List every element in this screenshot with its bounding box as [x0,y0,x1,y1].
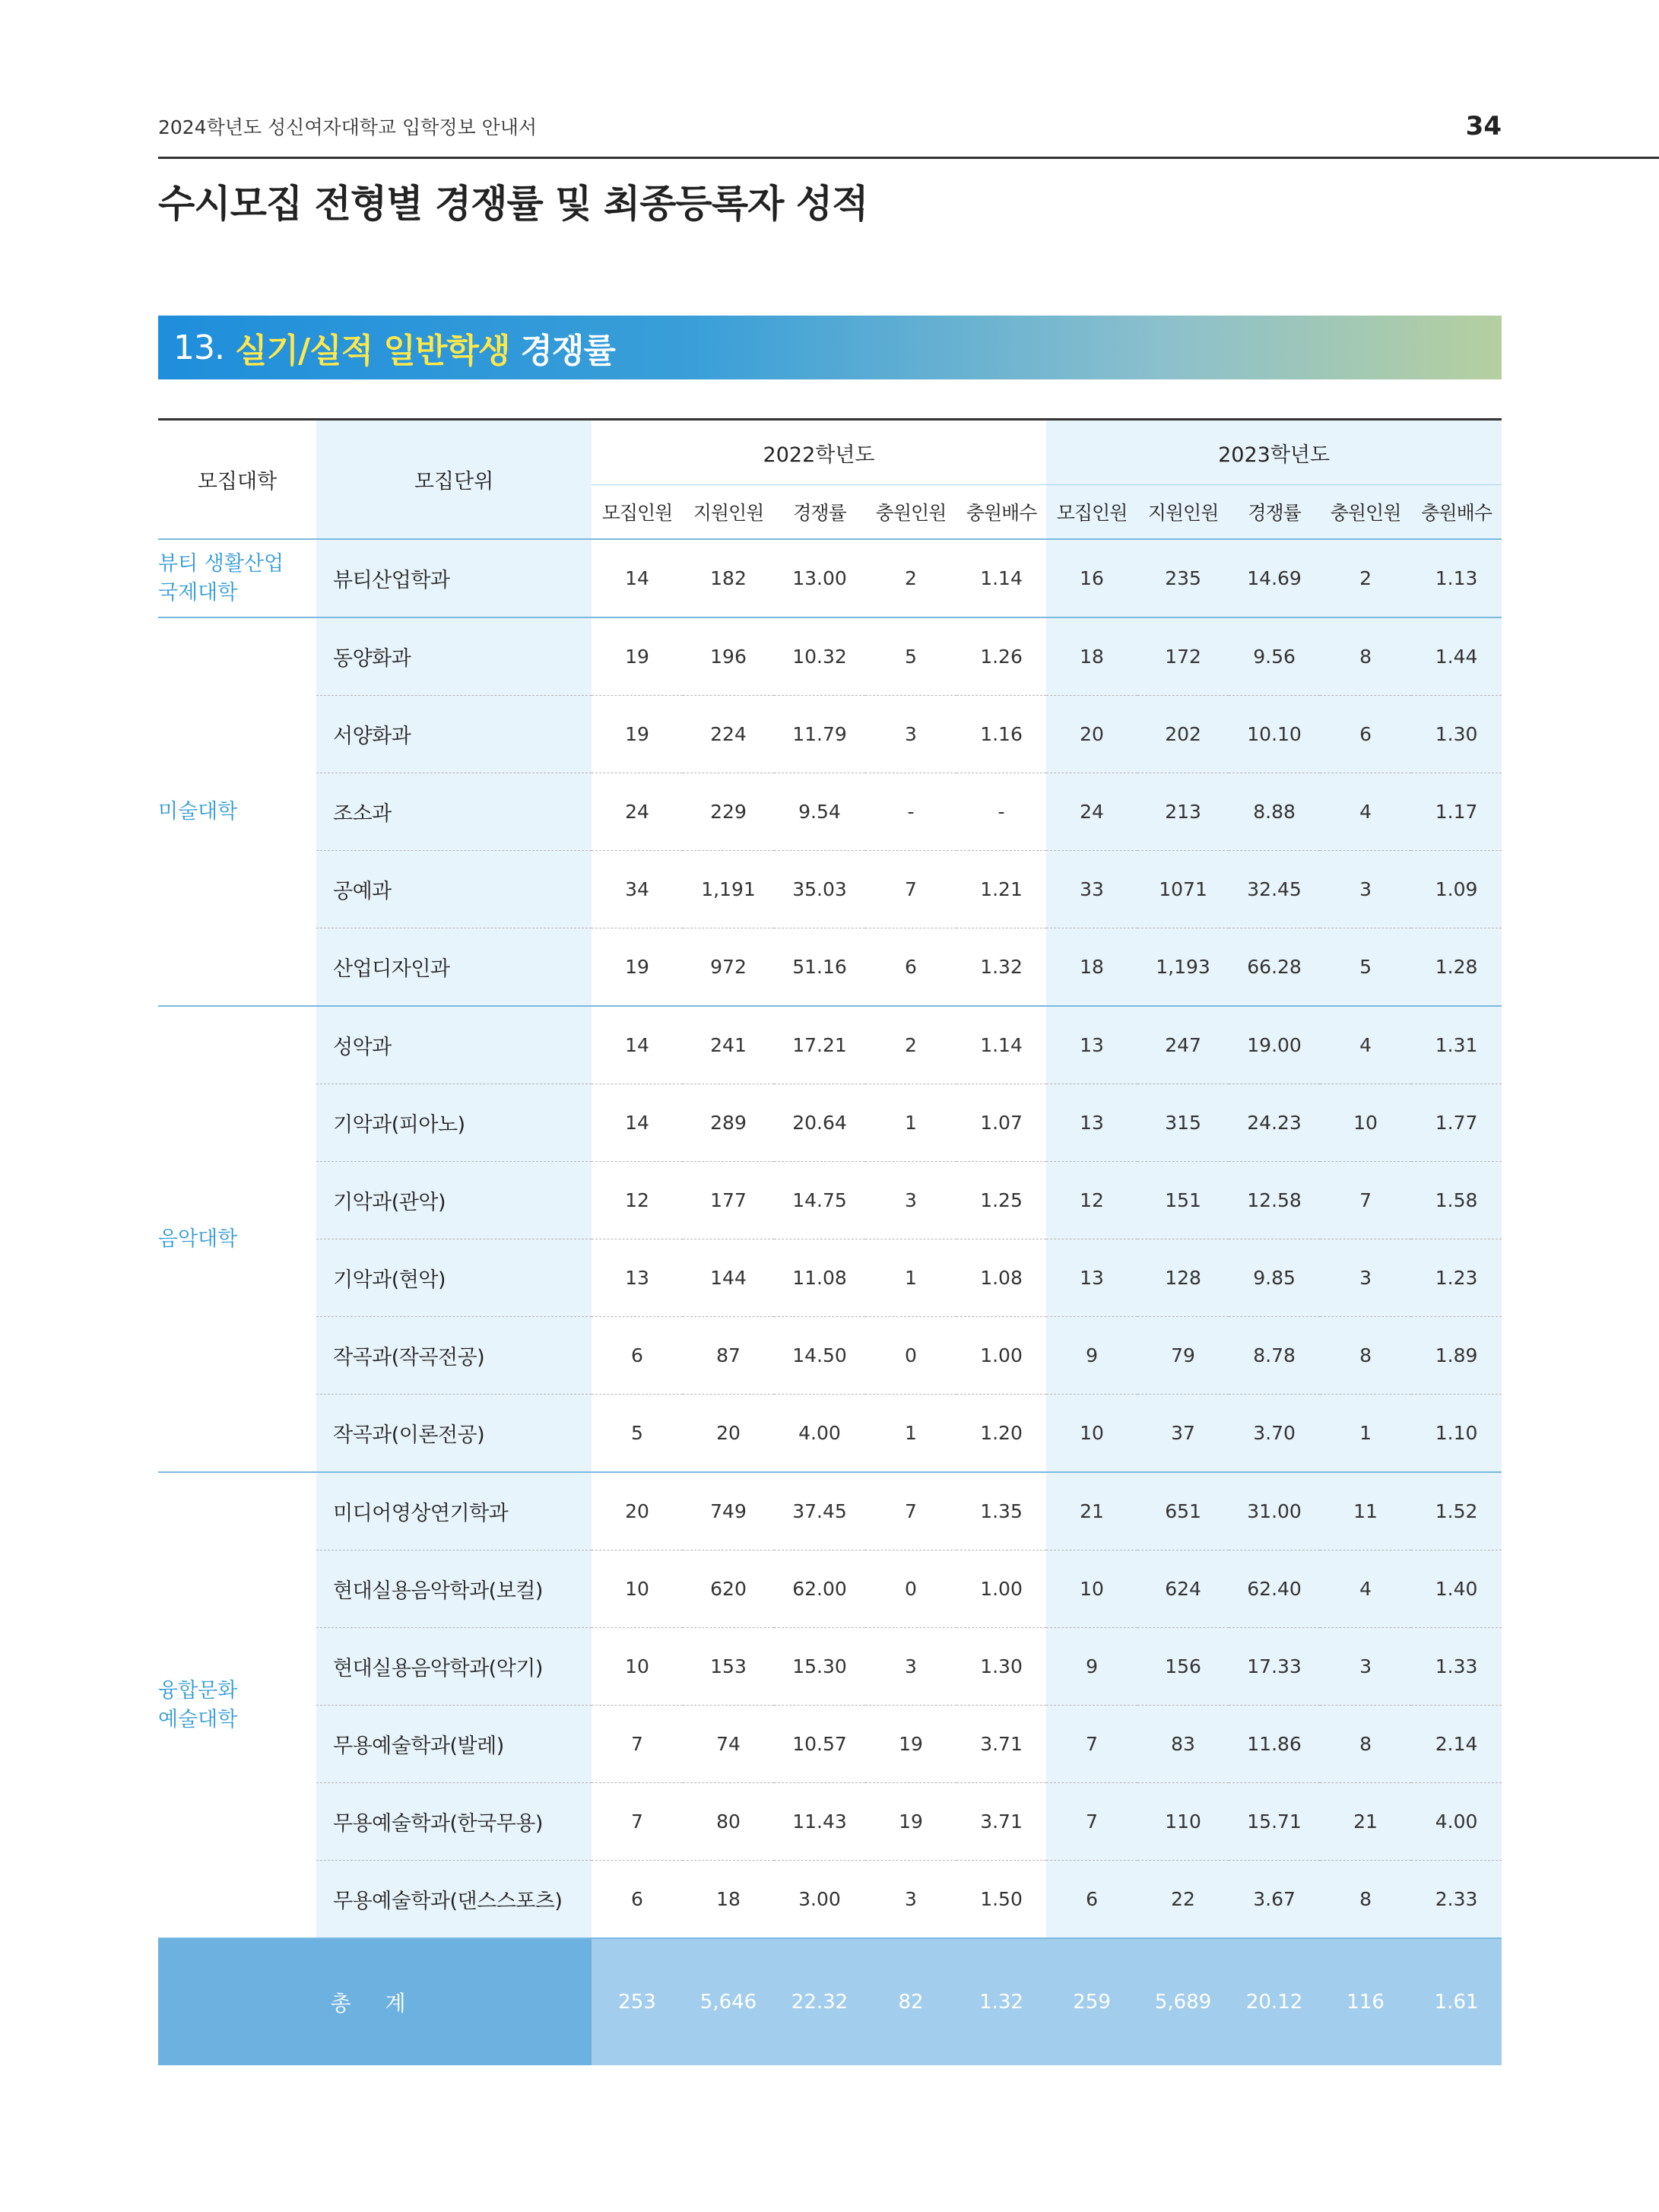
table-row [158,1861,1502,1939]
total-2022-cell: 1.32 [956,1938,1046,2065]
header-college: 모집대학 [158,420,316,540]
value-2022-cell: 51.16 [774,928,865,1007]
table-row [158,696,1502,773]
unit-name: 산업디자인과 [316,928,592,1007]
value-2022-cell: 13.00 [774,539,865,617]
value-2023-cell: 1071 [1137,851,1229,928]
value-2023-cell: 3 [1320,1239,1411,1317]
value-2022-cell: 7 [592,1783,683,1861]
value-2023-cell: 8.88 [1229,773,1320,851]
value-2022-cell: 19 [865,1706,956,1783]
value-2022-cell: 19 [865,1783,956,1861]
value-2022-cell: 18 [683,1861,774,1939]
unit-name: 작곡과(이론전공) [316,1395,592,1473]
value-2022-cell: 11.08 [774,1239,865,1317]
value-2023-cell: 2.14 [1411,1706,1502,1783]
value-2023-cell: 13 [1046,1084,1137,1162]
value-2023-cell: 4 [1320,1006,1411,1084]
college-name-cell [158,617,316,1006]
value-2022-cell: 62.00 [774,1550,865,1628]
value-2023-cell: 3.70 [1229,1395,1320,1473]
total-2022-cell: 253 [592,1938,683,2065]
college-name: 융합문화 [158,1678,238,1703]
value-2022-cell: 13 [592,1239,683,1317]
value-2023-cell: 24 [1046,773,1137,851]
value-2022-cell: 9.54 [774,773,865,851]
value-2022-cell: 5 [592,1395,683,1473]
value-2022-cell: 7 [865,1472,956,1550]
value-2023-cell: 6 [1320,696,1411,773]
unit-name: 무용예술학과(댄스스포츠) [316,1861,592,1939]
value-2022-cell: 14 [592,1084,683,1162]
value-2022-cell: 87 [683,1317,774,1395]
total-row [158,1938,1502,2065]
value-2022-cell: 5 [865,617,956,696]
value-2023-cell: 315 [1137,1084,1229,1162]
value-2022-cell: 0 [865,1550,956,1628]
value-2023-cell: 4.00 [1411,1783,1502,1861]
value-2022-cell: 1.00 [956,1317,1046,1395]
value-2023-cell: 4 [1320,773,1411,851]
section-title-highlight: 실기/실적 일반학생 [234,332,510,370]
value-2022-cell: 1.21 [956,851,1046,928]
total-2022-cell: 82 [865,1938,956,2065]
value-2023-cell: 8.78 [1229,1317,1320,1395]
value-2023-cell: 1.52 [1411,1472,1502,1550]
value-2023-cell: 1.89 [1411,1317,1502,1395]
unit-name: 조소과 [316,773,592,851]
value-2022-cell: 14.75 [774,1162,865,1239]
value-2022-cell: 7 [865,851,956,928]
value-2023-cell: 79 [1137,1317,1229,1395]
total-2022-cell: 22.32 [774,1938,865,2065]
value-2023-cell: 1 [1320,1395,1411,1473]
value-2023-cell: 14.69 [1229,539,1320,617]
value-2023-cell: 2 [1320,539,1411,617]
table-row [158,1317,1502,1395]
unit-name: 현대실용음악학과(보컬) [316,1550,592,1628]
college-name: 음악대학 [158,1227,238,1251]
value-2023-cell: 15.71 [1229,1783,1320,1861]
value-2023-cell: 18 [1046,617,1137,696]
unit-name: 기악과(현악) [316,1239,592,1317]
value-2023-cell: 37 [1137,1395,1229,1473]
header-year-2023: 2023학년도 [1046,420,1502,485]
value-2023-cell: 10 [1046,1395,1137,1473]
value-2023-cell: 62.40 [1229,1550,1320,1628]
value-2023-cell: 1.44 [1411,617,1502,696]
value-2022-cell: 35.03 [774,851,865,928]
value-2022-cell: 3 [865,696,956,773]
value-2023-cell: 12 [1046,1162,1137,1239]
value-2023-cell: 8 [1320,1706,1411,1783]
page-title: 수시모집 전형별 경쟁률 및 최종등록자 성적 [158,182,868,226]
value-2022-cell: 17.21 [774,1006,865,1084]
value-2022-cell: 34 [592,851,683,928]
value-2022-cell: 3.00 [774,1861,865,1939]
value-2023-cell: 9 [1046,1317,1137,1395]
value-2022-cell: 1.07 [956,1084,1046,1162]
value-2023-cell: 1,193 [1137,928,1229,1007]
value-2023-cell: 9.56 [1229,617,1320,696]
page-number: 34 [1465,111,1502,141]
table-row [158,617,1502,696]
value-2022-cell: 1.14 [956,1006,1046,1084]
college-name-cell [158,1472,316,1938]
value-2022-cell: 289 [683,1084,774,1162]
value-2022-cell: 14.50 [774,1317,865,1395]
value-2023-cell: 8 [1320,1861,1411,1939]
unit-name: 미디어영상연기학과 [316,1472,592,1550]
value-2022-cell: 19 [592,928,683,1007]
value-2022-cell: 224 [683,696,774,773]
value-2022-cell: 3.71 [956,1783,1046,1861]
unit-name: 기악과(피아노) [316,1084,592,1162]
value-2023-cell: 10 [1320,1084,1411,1162]
total-label: 총 계 [158,1938,592,2065]
unit-name: 동양화과 [316,617,592,696]
value-2023-cell: 10 [1046,1550,1137,1628]
subheader-2023-col-4: 충원배수 [1411,485,1502,540]
value-2022-cell: 10 [592,1550,683,1628]
value-2023-cell: 24.23 [1229,1084,1320,1162]
value-2022-cell: 229 [683,773,774,851]
value-2022-cell: 14 [592,1006,683,1084]
college-name: 예술대학 [158,1707,238,1731]
value-2022-cell: 20 [683,1395,774,1473]
value-2023-cell: 6 [1046,1861,1137,1939]
table-row [158,1084,1502,1162]
unit-name: 성악과 [316,1006,592,1084]
value-2022-cell: 19 [592,617,683,696]
value-2022-cell: 10 [592,1628,683,1706]
value-2022-cell: 74 [683,1706,774,1783]
total-2022-cell: 5,646 [683,1938,774,2065]
value-2022-cell: 2 [865,1006,956,1084]
table-row [158,539,1502,617]
college-name-cell [158,1006,316,1472]
value-2022-cell: 620 [683,1550,774,1628]
value-2022-cell: 11.43 [774,1783,865,1861]
value-2023-cell: 3.67 [1229,1861,1320,1939]
value-2023-cell: 110 [1137,1783,1229,1861]
section-number: 13. [173,328,224,367]
value-2023-cell: 202 [1137,696,1229,773]
value-2023-cell: 7 [1046,1783,1137,1861]
value-2022-cell: 24 [592,773,683,851]
table-row [158,1395,1502,1473]
subheader-2022-col-4: 충원배수 [956,485,1046,540]
value-2022-cell: 12 [592,1162,683,1239]
value-2022-cell: 80 [683,1783,774,1861]
value-2023-cell: 151 [1137,1162,1229,1239]
table-row [158,1783,1502,1861]
subheader-2023-col-3: 충원인원 [1320,485,1411,540]
value-2022-cell: 15.30 [774,1628,865,1706]
value-2023-cell: 17.33 [1229,1628,1320,1706]
value-2023-cell: 128 [1137,1239,1229,1317]
subheader-2023-col-2: 경쟁률 [1229,485,1320,540]
value-2023-cell: 32.45 [1229,851,1320,928]
value-2023-cell: 18 [1046,928,1137,1007]
value-2022-cell: 20.64 [774,1084,865,1162]
value-2023-cell: 11.86 [1229,1706,1320,1783]
value-2023-cell: 83 [1137,1706,1229,1783]
table-row [158,1706,1502,1783]
value-2022-cell: 1.26 [956,617,1046,696]
college-name-cell [158,539,316,617]
value-2023-cell: 213 [1137,773,1229,851]
value-2022-cell: 1.50 [956,1861,1046,1939]
value-2022-cell: 10.32 [774,617,865,696]
value-2022-cell: 2 [865,539,956,617]
value-2022-cell: 6 [592,1317,683,1395]
table-row [158,773,1502,851]
value-2022-cell: 11.79 [774,696,865,773]
value-2023-cell: 1.31 [1411,1006,1502,1084]
subheader-2023-col-1: 지원인원 [1137,485,1229,540]
value-2023-cell: 1.30 [1411,696,1502,773]
value-2022-cell: 10.57 [774,1706,865,1783]
value-2023-cell: 1.10 [1411,1395,1502,1473]
value-2023-cell: 66.28 [1229,928,1320,1007]
value-2022-cell: 1.35 [956,1472,1046,1550]
value-2022-cell: 3 [865,1628,956,1706]
value-2023-cell: 5 [1320,928,1411,1007]
table-row [158,928,1502,1007]
table-body [158,539,1502,2065]
value-2022-cell: 19 [592,696,683,773]
value-2023-cell: 1.23 [1411,1239,1502,1317]
value-2022-cell: 1 [865,1084,956,1162]
value-2022-cell: 1.16 [956,696,1046,773]
value-2023-cell: 3 [1320,851,1411,928]
value-2022-cell: 1.30 [956,1628,1046,1706]
value-2022-cell: 144 [683,1239,774,1317]
table-row [158,1472,1502,1550]
table-row [158,1628,1502,1706]
value-2023-cell: 33 [1046,851,1137,928]
value-2022-cell: 0 [865,1317,956,1395]
value-2023-cell: 156 [1137,1628,1229,1706]
value-2022-cell: 153 [683,1628,774,1706]
unit-name: 뷰티산업학과 [316,539,592,617]
section-banner [158,316,1502,379]
subheader-2022-col-2: 경쟁률 [774,485,865,540]
table-row [158,851,1502,928]
value-2023-cell: 1.77 [1411,1084,1502,1162]
value-2022-cell: 4.00 [774,1395,865,1473]
value-2022-cell: 1.00 [956,1550,1046,1628]
header-divider [158,157,1659,159]
value-2022-cell: 37.45 [774,1472,865,1550]
value-2023-cell: 9 [1046,1628,1137,1706]
value-2023-cell: 16 [1046,539,1137,617]
value-2023-cell: 10.10 [1229,696,1320,773]
competition-rate-table-container [158,418,1502,2065]
subheader-2022-col-3: 충원인원 [865,485,956,540]
table-row [158,1239,1502,1317]
value-2023-cell: 2.33 [1411,1861,1502,1939]
subheader-2022-col-1: 지원인원 [683,485,774,540]
value-2023-cell: 1.17 [1411,773,1502,851]
value-2022-cell: 1 [865,1395,956,1473]
value-2022-cell: 182 [683,539,774,617]
unit-name: 현대실용음악학과(악기) [316,1628,592,1706]
unit-name: 무용예술학과(발레) [316,1706,592,1783]
value-2022-cell: 1.32 [956,928,1046,1007]
value-2022-cell: - [956,773,1046,851]
value-2022-cell: 749 [683,1472,774,1550]
value-2023-cell: 9.85 [1229,1239,1320,1317]
document-header: 2024학년도 성신여자대학교 입학정보 안내서 [158,116,538,138]
college-name: 국제대학 [158,580,238,605]
value-2023-cell: 13 [1046,1006,1137,1084]
value-2023-cell: 11 [1320,1472,1411,1550]
subheader-2022-col-0: 모집인원 [592,485,683,540]
table-row [158,1162,1502,1239]
unit-name: 기악과(관악) [316,1162,592,1239]
value-2023-cell: 3 [1320,1628,1411,1706]
unit-name: 서양화과 [316,696,592,773]
total-2023-cell: 259 [1046,1938,1137,2065]
header-year-2022: 2022학년도 [592,420,1046,485]
value-2023-cell: 4 [1320,1550,1411,1628]
value-2022-cell: 20 [592,1472,683,1550]
table-row [158,1006,1502,1084]
total-2023-cell: 5,689 [1137,1938,1229,2065]
value-2023-cell: 20 [1046,696,1137,773]
college-name: 뷰티 생활산업 [158,551,284,576]
subheader-2023-col-0: 모집인원 [1046,485,1137,540]
value-2023-cell: 12.58 [1229,1162,1320,1239]
value-2023-cell: 13 [1046,1239,1137,1317]
value-2023-cell: 8 [1320,1317,1411,1395]
value-2023-cell: 247 [1137,1006,1229,1084]
total-2023-cell: 1.61 [1411,1938,1502,2065]
value-2023-cell: 7 [1320,1162,1411,1239]
value-2022-cell: 1.08 [956,1239,1046,1317]
value-2022-cell: 972 [683,928,774,1007]
value-2022-cell: 3.71 [956,1706,1046,1783]
value-2022-cell: 1.20 [956,1395,1046,1473]
value-2022-cell: 1,191 [683,851,774,928]
value-2022-cell: 241 [683,1006,774,1084]
competition-rate-table [158,418,1502,2065]
value-2023-cell: 624 [1137,1550,1229,1628]
value-2022-cell: 6 [865,928,956,1007]
value-2023-cell: 7 [1046,1706,1137,1783]
total-2023-cell: 20.12 [1229,1938,1320,2065]
value-2023-cell: 1.13 [1411,539,1502,617]
value-2023-cell: 1.28 [1411,928,1502,1007]
unit-name: 공예과 [316,851,592,928]
value-2023-cell: 21 [1046,1472,1137,1550]
value-2023-cell: 21 [1320,1783,1411,1861]
value-2023-cell: 651 [1137,1472,1229,1550]
value-2023-cell: 8 [1320,617,1411,696]
value-2022-cell: 3 [865,1162,956,1239]
value-2023-cell: 22 [1137,1861,1229,1939]
value-2023-cell: 1.33 [1411,1628,1502,1706]
value-2023-cell: 1.09 [1411,851,1502,928]
value-2023-cell: 31.00 [1229,1472,1320,1550]
value-2023-cell: 1.58 [1411,1162,1502,1239]
value-2022-cell: 6 [592,1861,683,1939]
unit-name: 작곡과(작곡전공) [316,1317,592,1395]
value-2022-cell: 1 [865,1239,956,1317]
header-unit: 모집단위 [316,420,592,540]
total-2023-cell: 116 [1320,1938,1411,2065]
value-2022-cell: 1.25 [956,1162,1046,1239]
value-2023-cell: 235 [1137,539,1229,617]
value-2023-cell: 19.00 [1229,1006,1320,1084]
value-2022-cell: - [865,773,956,851]
table-row [158,1550,1502,1628]
value-2023-cell: 1.40 [1411,1550,1502,1628]
value-2022-cell: 196 [683,617,774,696]
college-name: 미술대학 [158,799,238,824]
value-2022-cell: 177 [683,1162,774,1239]
value-2022-cell: 1.14 [956,539,1046,617]
value-2023-cell: 172 [1137,617,1229,696]
value-2022-cell: 7 [592,1706,683,1783]
value-2022-cell: 3 [865,1861,956,1939]
section-title-rest: 경쟁률 [520,332,615,370]
value-2022-cell: 14 [592,539,683,617]
unit-name: 무용예술학과(한국무용) [316,1783,592,1861]
